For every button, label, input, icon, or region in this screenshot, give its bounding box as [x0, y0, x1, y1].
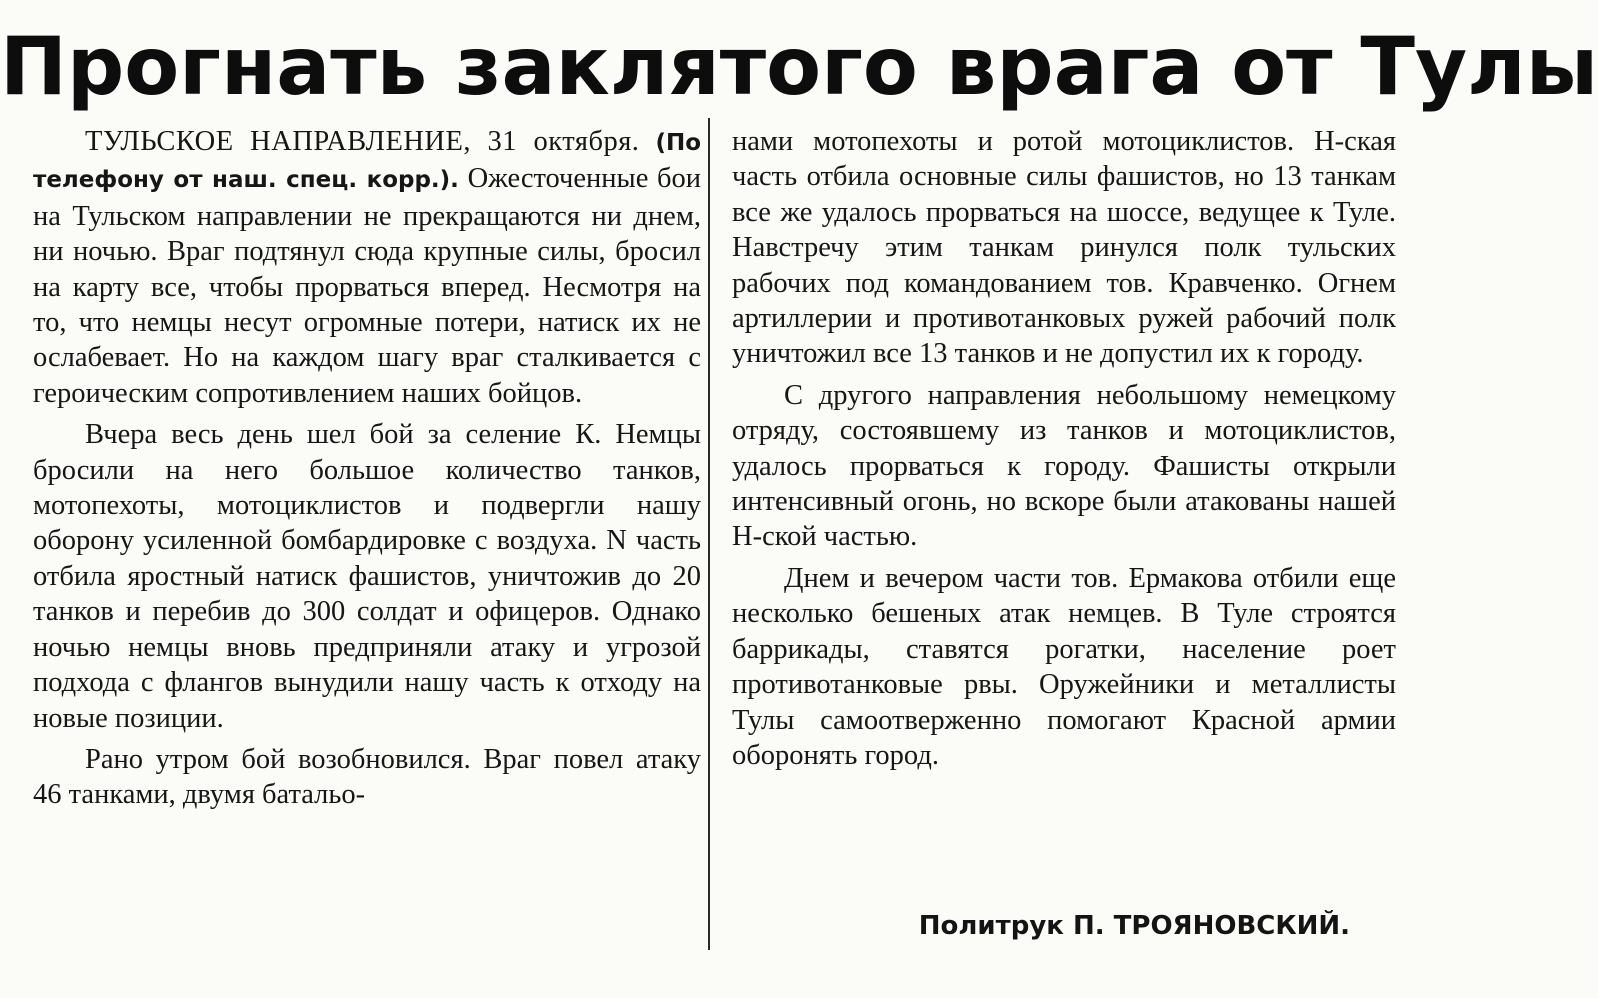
source-note: (По телефону от наш. спец. корр.).: [33, 130, 701, 194]
article-column-right: [732, 124, 1396, 773]
paragraph-5: Днем и вечером части тов. Ермакова отбили еще несколько бешеных атак немцев. В Туле строятся баррикады, ставятся рогатки, население роет противотанковые рвы. Оружейники и металлисты Тулы самоотверженно помогают Красной армии оборонять город.: [732, 562, 1396, 771]
article-column-left: [33, 124, 701, 813]
paragraph-4: С другого направления небольшому немецкому отряду, состоявшему из танков и мотоциклистов, удалось прорваться к городу. Фашисты открыли интенсивный огонь, но вскоре были атакованы нашей Н-ской частью.: [732, 379, 1396, 553]
paragraph-2: Вчера весь день шел бой за селение К. Немцы бросили на него большое количество танков, мотопехоты, мотоциклистов и подвергли нашу оборону усиленной бомбардировке с воздуха. N часть отбила яростный натиск фашистов, уничтожив до 20 танков и перебив до 300 солдат и офицеров. Однако ночью немцы вновь предприняли атаку и угрозой подхода с флангов вынудили нашу часть к отходу на новые позиции.: [33, 419, 701, 734]
lead-paragraph: [33, 124, 701, 411]
column-divider: [708, 118, 710, 950]
lead-text: Ожесточенные бои на Тульском направлении не прекращаются ни днем, ни ночью. Враг подтянул сюда крупные силы, бросил на карту все, чтобы прорваться вперед. Несмотря на то, что немцы несут огромные потери, натиск их не ослабевает. Но на каждом шагу враг сталкивается с героическим сопротивлением наших бойцов.: [33, 163, 701, 409]
author-signature: Политрук П. ТРОЯНОВСКИЙ.: [918, 911, 1350, 941]
article-headline: Прогнать заклятого врага от Тулы: [0, 20, 1598, 113]
dateline: ТУЛЬСКОЕ НАПРАВЛЕНИЕ, 31 октября.: [85, 126, 640, 157]
paragraph-3-continued: нами мотопехоты и ротой мотоциклистов. Н-ская часть отбила основные силы фашистов, но 13 танкам все же удалось прорваться на шоссе, ведущее к Туле. Навстречу этим танкам ринулся полк тульских рабочих под командованием тов. Кравченко. Огнем артиллерии и противотанковых ружей рабочий полк уничтожил все 13 танков и не допустил их к городу.: [732, 126, 1396, 370]
paragraph-3-start: Рано утром бой возобновился. Враг повел атаку 46 танками, двумя батальо-: [33, 743, 701, 811]
